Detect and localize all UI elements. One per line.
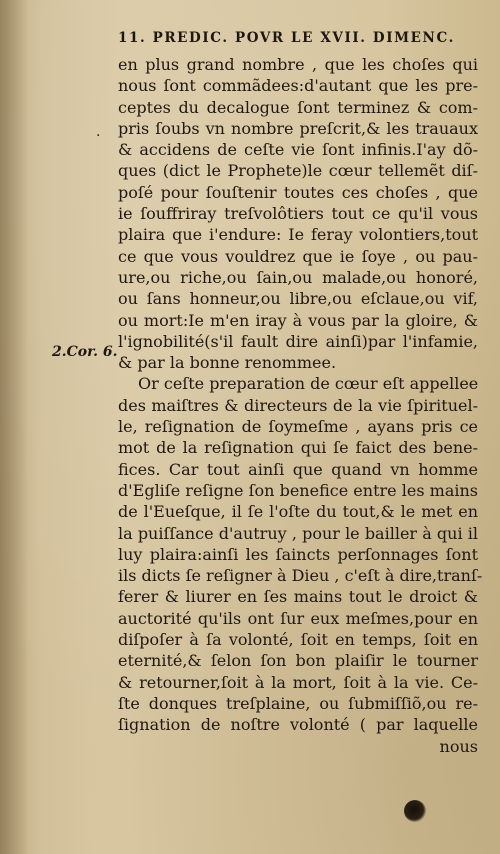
text-line: fices. Car tout ainſi que quand vn homme bbox=[118, 459, 478, 479]
text-line: diſpoſer à ſa volonté, ſoit en temps, ſoit en bbox=[118, 630, 478, 650]
text-line: ie ſouffriray treſvolôtiers tout ce qu'il vous bbox=[118, 204, 478, 224]
text-line: des maiſtres & directeurs de la vie ſpirituel- bbox=[118, 395, 478, 415]
text-line: nous ſont commãdees:d'autant que les pre- bbox=[118, 76, 478, 96]
margin-note-reference: 2.Cor. 6. bbox=[52, 344, 118, 360]
text-line: pris ſoubs vn nombre preſcrit,& les trauaux bbox=[118, 118, 478, 138]
text-line: ure,ou riche,ou ſain,ou malade,ou honoré, bbox=[118, 267, 478, 287]
text-line: en plus grand nombre , que les choſes qui bbox=[118, 55, 478, 74]
running-head: 11. PREDIC. POVR LE XVII. DIMENC. bbox=[118, 30, 455, 46]
text-line: le, reſignation de ſoymeſme , ayans pris ce bbox=[118, 417, 478, 437]
text-line: & retourner,ſoit à la mort, ſoit à la vie. Ce- bbox=[118, 672, 478, 692]
text-line: ce que vous vouldrez que ie ſoye , ou pau- bbox=[118, 246, 478, 266]
text-line: ceptes du decalogue ſont terminez & com- bbox=[118, 97, 478, 117]
text-line: plaira que i'endure: Ie feray volontiers,tout bbox=[118, 225, 478, 245]
text-line: d'Egliſe reſigne ſon benefice entre les mains bbox=[118, 480, 478, 500]
text-line: ſignation de noſtre volonté ( par laquelle bbox=[118, 715, 478, 735]
text-line: eternité,& ſelon ſon bon plaiſir le tourner bbox=[118, 651, 478, 671]
text-line: ils dicts ſe reſigner à Dieu , c'eſt à dire,tranſ- bbox=[118, 566, 483, 586]
text-line: ou ſans honneur,ou libre,ou eſclaue,ou vif, bbox=[118, 289, 478, 309]
text-line: la puiſſance d'autruy , pour le bailler à qui il bbox=[118, 523, 478, 543]
body-text bbox=[118, 54, 483, 757]
text-line: & accidens de ceſte vie ſont infinis.I'ay dõ- bbox=[118, 140, 478, 160]
text-line: auctorité qu'ils ont ſur eux meſmes,pour en bbox=[118, 608, 478, 628]
gutter-shadow bbox=[0, 0, 28, 854]
text-line: luy plaira:ainſi les ſaincts perſonnages ſont bbox=[118, 544, 478, 564]
ink-blot bbox=[404, 800, 426, 822]
text-line: de l'Eueſque, il ſe l'oſte du tout,& le met en bbox=[118, 502, 478, 522]
text-line: ſte donques treſplaine, ou ſubmiſſiõ,ou re- bbox=[118, 693, 478, 713]
text-line: ou mort:Ie m'en iray à vous par la gloire, & bbox=[118, 310, 478, 330]
stray-mark: . bbox=[96, 124, 101, 140]
text-line: poſé pour ſouſtenir toutes ces choſes , que bbox=[118, 182, 478, 202]
catchword: nous bbox=[439, 736, 478, 756]
text-line: Or ceſte preparation de cœur eſt appellee bbox=[138, 374, 479, 394]
text-line: l'ignobilité(s'il fault dire ainſi)par l'infamie, bbox=[118, 331, 478, 351]
text-line: ferer & liurer en ſes mains tout le droict & bbox=[118, 587, 478, 607]
text-line: ques (dict le Prophete)le cœur tellemẽt diſ- bbox=[118, 161, 478, 181]
text-line: mot de la reſignation qui ſe faict des bene- bbox=[118, 438, 478, 458]
text-line: & par la bonne renommee. bbox=[118, 353, 337, 373]
